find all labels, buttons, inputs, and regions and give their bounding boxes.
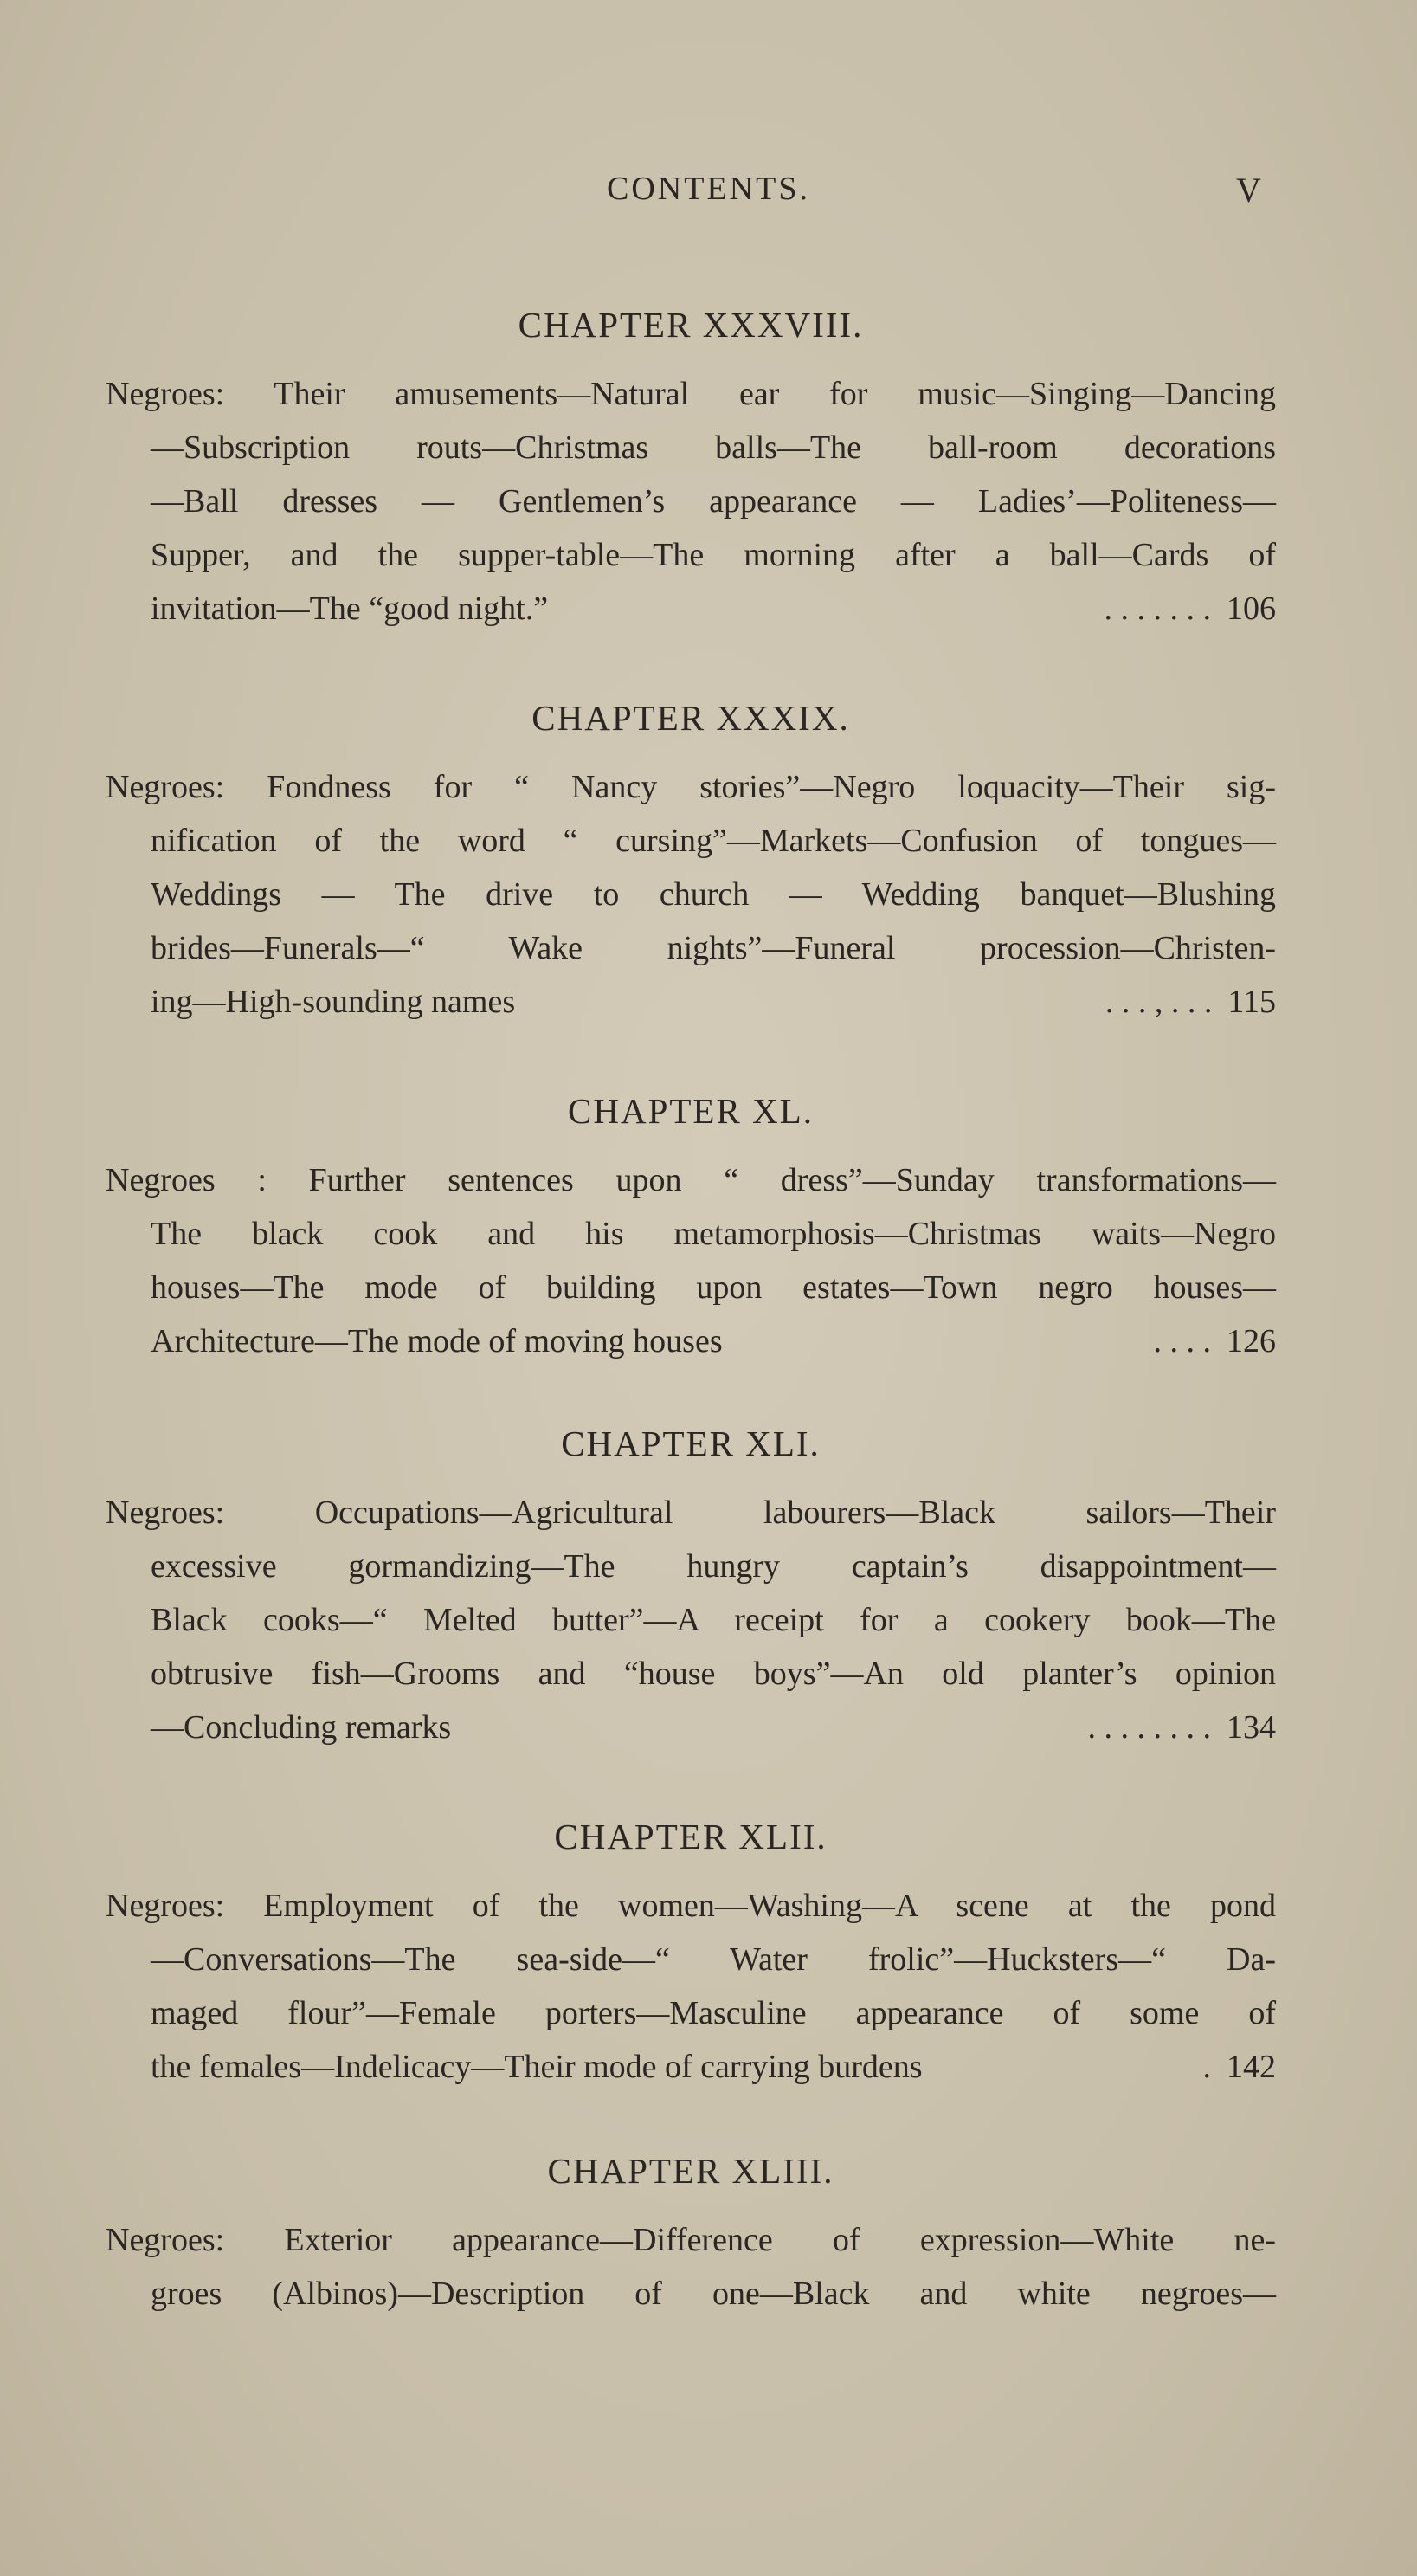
page-number: 106 (1227, 591, 1276, 627)
summary-last-line (106, 582, 1276, 636)
summary-line: nification of the word “ cursing”—Markets—Confusion of tongues— (151, 823, 1276, 859)
dot-leaders: . . . . (1153, 1323, 1211, 1359)
chapter-title: CHAPTER XXXIX. (531, 698, 850, 738)
summary-line: Weddings — The drive to church — Wedding banquet—Blushing (151, 876, 1276, 913)
summary-line: obtrusive fish—Grooms and “house boys”—An old planter’s opinion (151, 1656, 1276, 1692)
page-numeral: V (1236, 171, 1261, 210)
summary-line: Negroes: Employment of the women—Washing—A scene at the pond (106, 1888, 1276, 1924)
summary-line: Supper, and the supper-table—The morning after a ball—Cards of (151, 537, 1276, 573)
summary-line: —Ball dresses — Gentlemen’s appearance — Ladies’—Politeness— (151, 483, 1276, 520)
chapter-entry (106, 1084, 1276, 1368)
summary-line: houses—The mode of building upon estates—Town negro houses— (151, 1269, 1276, 1306)
page-number: 134 (1227, 1709, 1276, 1746)
chapter-title: CHAPTER XXXVIII. (518, 305, 864, 345)
chapter-entry (106, 298, 1276, 636)
page-number: 142 (1227, 2049, 1276, 2085)
chapter-summary (106, 1879, 1276, 2094)
summary-line: invitation—The “good night.” (151, 591, 549, 627)
chapter-summary (106, 367, 1276, 636)
summary-line: Negroes: Their amusements—Natural ear for music—Singing—Dancing (106, 376, 1276, 412)
dot-leaders: . . . . . . . . (1087, 1709, 1211, 1746)
summary-line: brides—Funerals—“ Wake nights”—Funeral procession—Christen- (151, 930, 1276, 966)
chapter-summary (106, 760, 1276, 1029)
chapter-summary (106, 2213, 1276, 2321)
summary-line: groes (Albinos)—Description of one—Black and white negroes— (151, 2276, 1276, 2312)
chapter-entry (106, 691, 1276, 1029)
summary-line: —Concluding remarks (151, 1709, 452, 1746)
summary-line: excessive gormandizing—The hungry captain’s disappointment— (151, 1548, 1276, 1585)
chapter-title: CHAPTER XLI. (561, 1424, 821, 1463)
summary-line: Architecture—The mode of moving houses (151, 1323, 723, 1359)
page-number: 126 (1227, 1323, 1276, 1359)
dot-leaders: . (1202, 2049, 1211, 2085)
summary-line: the females—Indelicacy—Their mode of carrying burdens (151, 2049, 923, 2085)
chapter-entry (106, 2144, 1276, 2321)
dot-leaders: . . . , . . . (1105, 984, 1213, 1020)
page-number: 115 (1227, 984, 1276, 1020)
summary-line: Negroes : Further sentences upon “ dress”—Sunday transformations— (106, 1162, 1276, 1198)
summary-line: Black cooks—“ Melted butter”—A receipt for a cookery book—The (151, 1602, 1276, 1638)
chapter-entry (106, 1810, 1276, 2094)
summary-line: The black cook and his metamorphosis—Christmas waits—Negro (151, 1216, 1276, 1252)
chapter-title: CHAPTER XLIII. (547, 2151, 834, 2191)
summary-line: ing—High-sounding names (151, 984, 516, 1020)
summary-line: Negroes: Exterior appearance—Difference of expression—White ne- (106, 2222, 1276, 2258)
summary-line: —Conversations—The sea-side—“ Water frolic”—Hucksters—“ Da- (151, 1941, 1276, 1978)
chapter-title: CHAPTER XL. (568, 1091, 814, 1131)
chapter-summary (106, 1153, 1276, 1368)
summary-line: Negroes: Fondness for “ Nancy stories”—Negro loquacity—Their sig- (106, 769, 1276, 805)
chapter-summary (106, 1486, 1276, 1754)
summary-last-line (106, 1701, 1276, 1754)
chapter-entry (106, 1417, 1276, 1754)
summary-last-line (106, 975, 1276, 1029)
summary-line: —Subscription routs—Christmas balls—The ball-room decorations (151, 429, 1276, 466)
page-header (0, 170, 1417, 222)
summary-line: maged flour”—Female porters—Masculine appearance of some of (151, 1995, 1276, 2031)
summary-last-line (106, 2040, 1276, 2094)
chapter-title: CHAPTER XLII. (554, 1817, 828, 1856)
summary-last-line (106, 1314, 1276, 1368)
running-title: CONTENTS. (607, 171, 810, 207)
dot-leaders: . . . . . . . (1104, 591, 1211, 627)
summary-line: Negroes: Occupations—Agricultural labourers—Black sailors—Their (106, 1495, 1276, 1531)
